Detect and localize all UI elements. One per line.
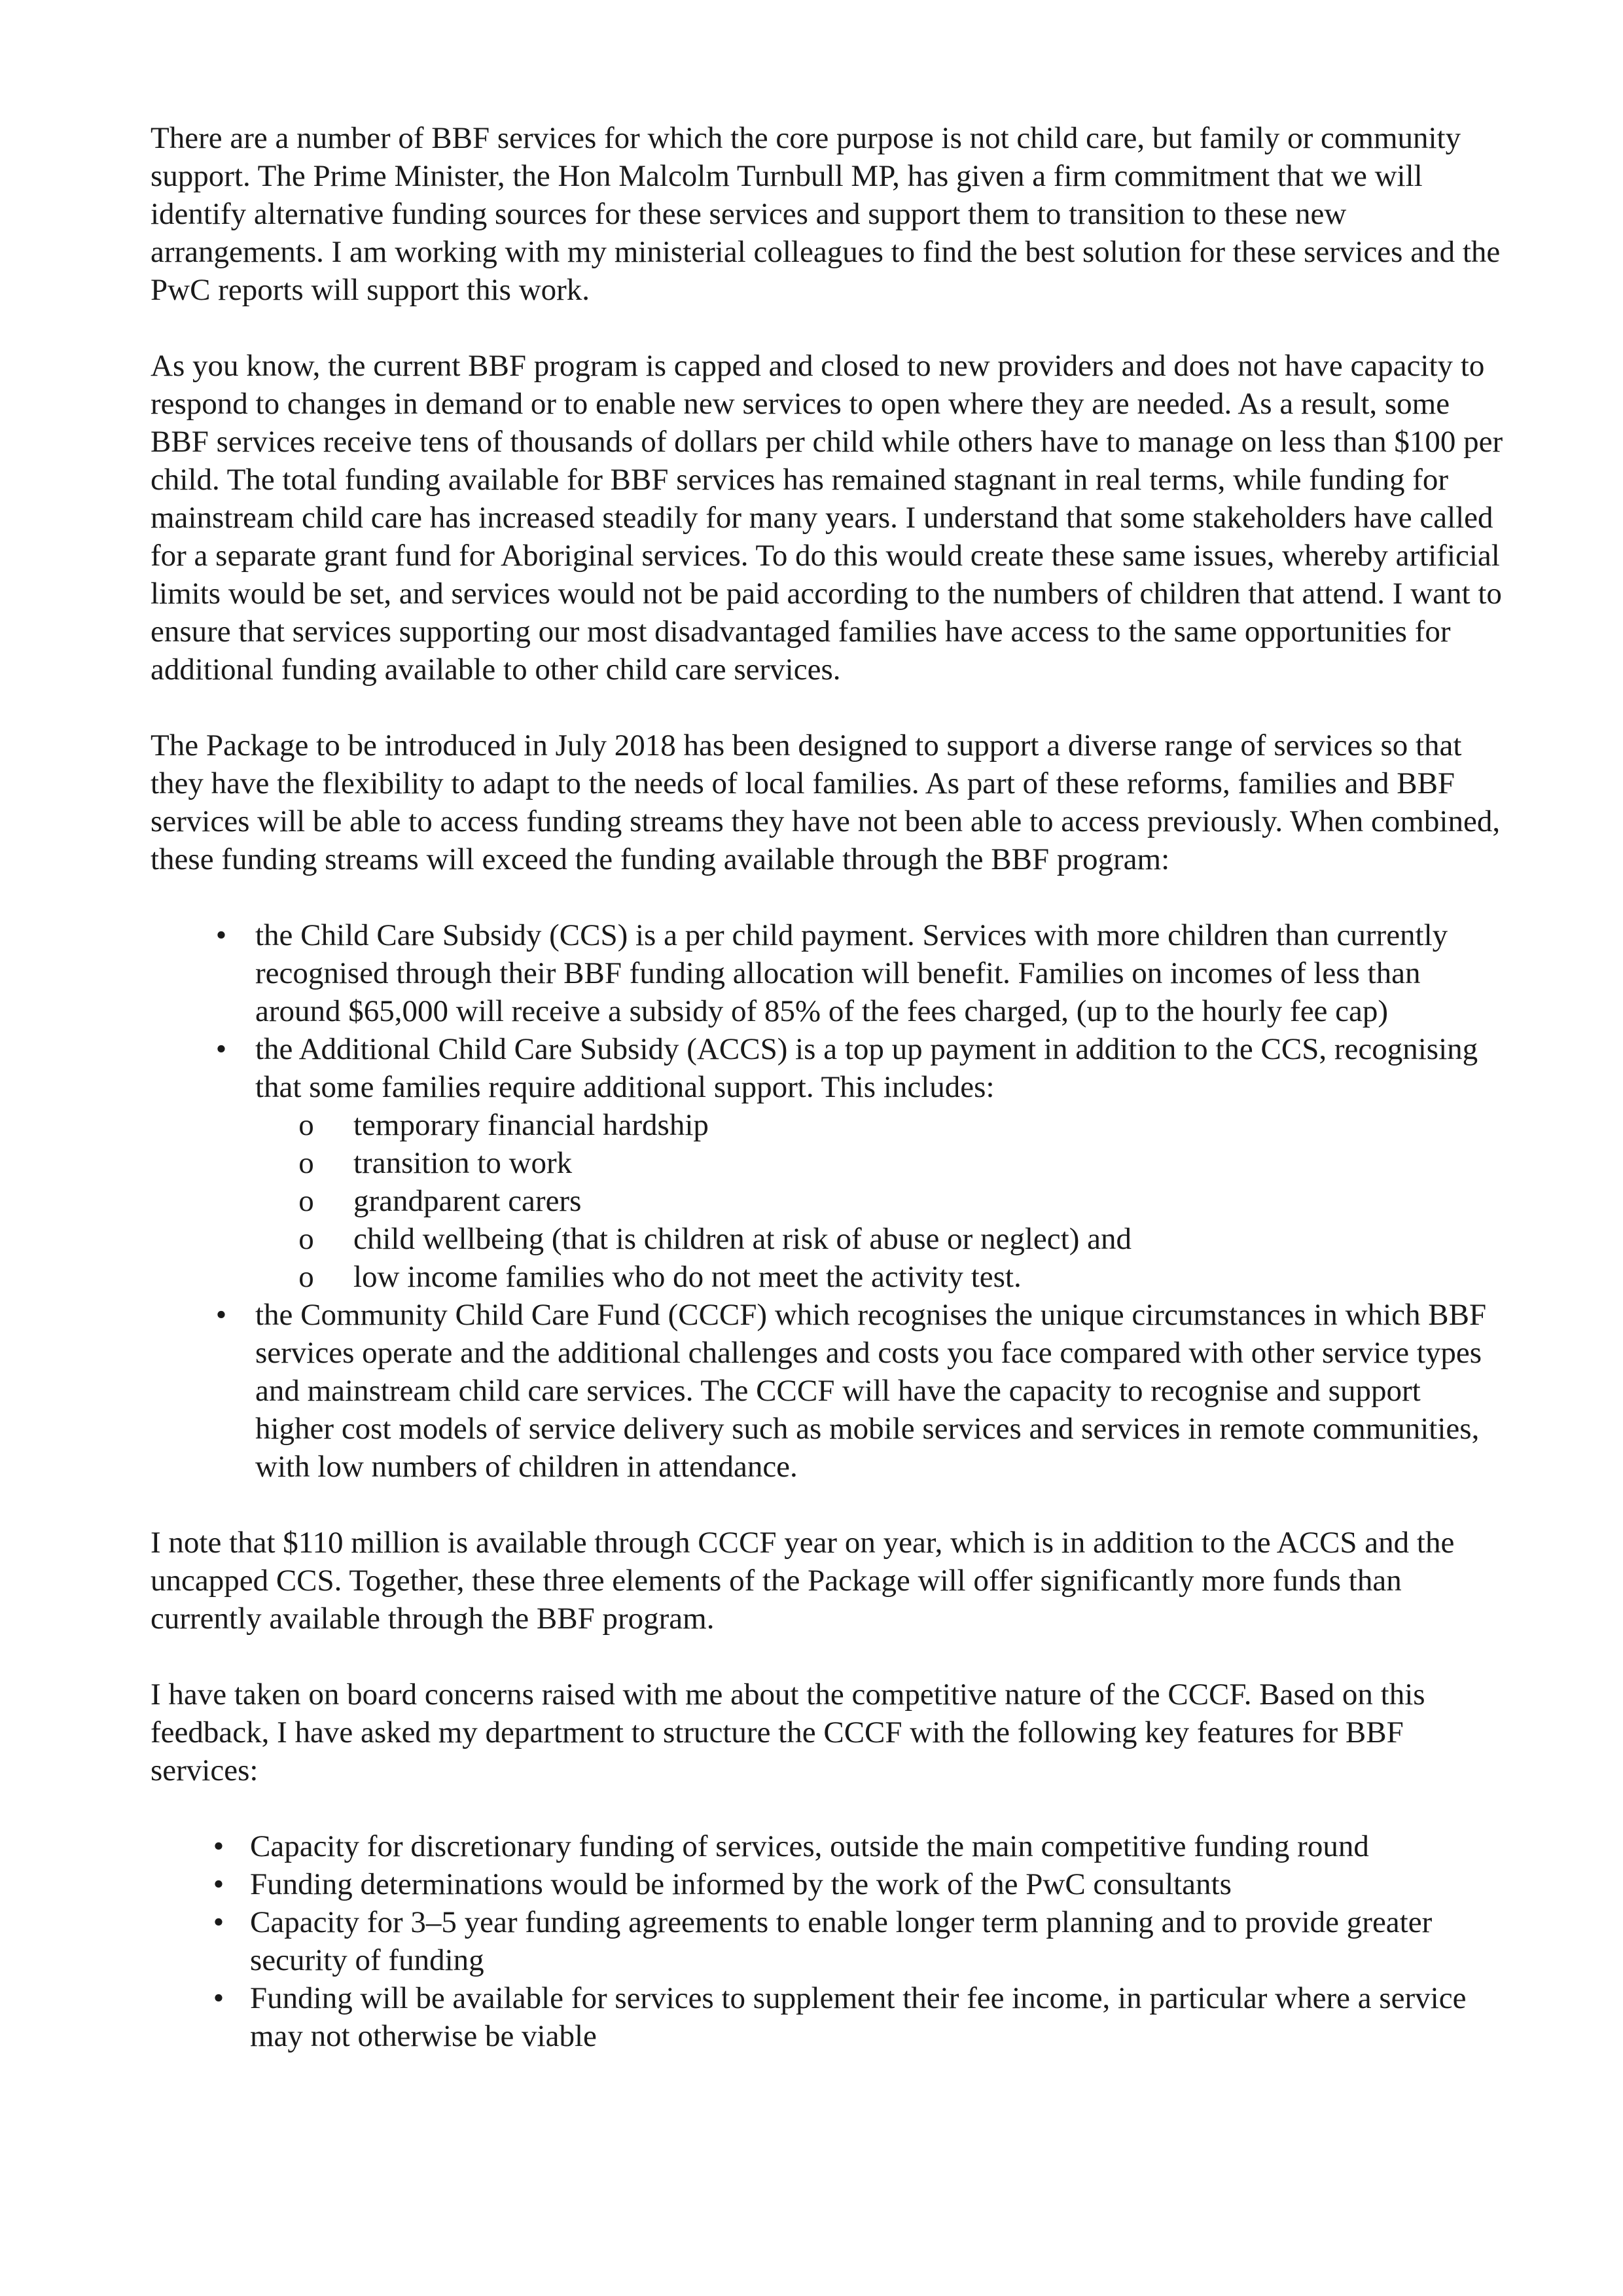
list-item <box>151 1827 1505 1865</box>
sub-list-item-text: grandparent carers <box>353 1184 582 1218</box>
circle-bullet-icon: o <box>298 1222 314 1256</box>
cccf-key-features-list <box>151 1827 1505 2055</box>
list-item-cccf <box>151 1296 1505 1486</box>
letter-page <box>151 119 1505 2093</box>
bullet-icon: • <box>213 1905 224 1939</box>
list-item <box>151 1979 1505 2055</box>
list-item-text: Funding will be available for services to supplement their fee income, in particular where a service may not otherwise be viable <box>250 1981 1467 2053</box>
list-item <box>151 1903 1505 1979</box>
circle-bullet-icon: o <box>298 1146 314 1180</box>
list-item-text: Capacity for 3–5 year funding agreements to enable longer term planning and to provide greater security of funding <box>250 1905 1433 1977</box>
list-item-ccs <box>151 916 1505 1030</box>
paragraph-package-2018: The Package to be introduced in July 2018 has been designed to support a diverse range of services so that they have the flexibility to adapt to the needs of local families. As part of these reforms, families and BBF services will be able to access funding streams they have not been able to access previously. When combined, these funding streams will exceed the funding available through the BBF program: <box>151 728 1501 876</box>
accs-sub-list <box>255 1106 1505 1296</box>
bullet-icon: • <box>213 1867 224 1901</box>
sub-list-item-text: low income families who do not meet the activity test. <box>353 1260 1022 1294</box>
sub-list-item-text: transition to work <box>353 1146 573 1180</box>
paragraph-bbf-core-purpose: There are a number of BBF services for which the core purpose is not child care, but family or community support. The Prime Minister, the Hon Malcolm Turnbull MP, has given a firm commitment that we will identify alternative funding sources for these services and support them to transition to these new arrangements. I am working with my ministerial colleagues to find the best solution for these services and the PwC reports will support this work. <box>151 121 1501 307</box>
circle-bullet-icon: o <box>298 1184 314 1218</box>
bullet-icon: • <box>215 1298 227 1332</box>
sub-list-item-text: child wellbeing (that is children at risk of abuse or neglect) and <box>353 1222 1132 1256</box>
list-item-text: Capacity for discretionary funding of services, outside the main competitive funding round <box>250 1829 1369 1863</box>
sub-list-item <box>255 1182 1505 1220</box>
funding-streams-list <box>151 916 1505 1486</box>
circle-bullet-icon: o <box>298 1260 314 1294</box>
bullet-icon: • <box>213 1829 224 1863</box>
list-item-text: the Additional Child Care Subsidy (ACCS) is a top up payment in addition to the CCS, recognising that some families require additional support. This includes: <box>255 1032 1478 1104</box>
sub-list-item <box>255 1144 1505 1182</box>
paragraph-cccf-funding: I note that $110 million is available through CCCF year on year, which is in addition to the ACCS and the uncapped CCS. Together, these three elements of the Package will offer significantly more funds than currently available through the BBF program. <box>151 1526 1455 1636</box>
sub-list-item <box>255 1220 1505 1258</box>
paragraph-bbf-program-capped: As you know, the current BBF program is capped and closed to new providers and does not have capacity to respond to changes in demand or to enable new services to open where they are needed. As a result, some BBF services receive tens of thousands of dollars per child while others have to manage on less than $100 per child. The total funding available for BBF services has remained stagnant in real terms, while funding for mainstream child care has increased steadily for many years. I understand that some stakeholders have called for a separate grant fund for Aboriginal services. To do this would create these same issues, whereby artificial limits would be set, and services would not be paid according to the numbers of children that attend. I want to ensure that services supporting our most disadvantaged families have access to the same opportunities for additional funding available to other child care services. <box>151 349 1503 687</box>
list-item-text: Funding determinations would be informed by the work of the PwC consultants <box>250 1867 1232 1901</box>
bullet-icon: • <box>215 1032 227 1066</box>
bullet-icon: • <box>215 918 227 952</box>
sub-list-item <box>255 1258 1505 1296</box>
list-item <box>151 1865 1505 1903</box>
bullet-icon: • <box>213 1981 224 2015</box>
list-item-text: the Community Child Care Fund (CCCF) which recognises the unique circumstances in which BBF services operate and the additional challenges and costs you face compared with other service types and mainstream child care services. The CCCF will have the capacity to recognise and support higher cost models of service delivery such as mobile services and services in remote communities, with low numbers of children in attendance. <box>255 1298 1487 1484</box>
sub-list-item <box>255 1106 1505 1144</box>
list-item-accs <box>151 1030 1505 1296</box>
circle-bullet-icon: o <box>298 1108 314 1142</box>
sub-list-item-text: temporary financial hardship <box>353 1108 709 1142</box>
list-item-text: the Child Care Subsidy (CCS) is a per child payment. Services with more children than currently recognised through their BBF funding allocation will benefit. Families on incomes of less than around $65,000 will receive a subsidy of 85% of the fees charged, (up to the hourly fee cap) <box>255 918 1448 1028</box>
paragraph-cccf-concerns: I have taken on board concerns raised with me about the competitive nature of the CCCF. Based on this feedback, I have asked my department to structure the CCCF with the following key features for BBF services: <box>151 1677 1425 1787</box>
